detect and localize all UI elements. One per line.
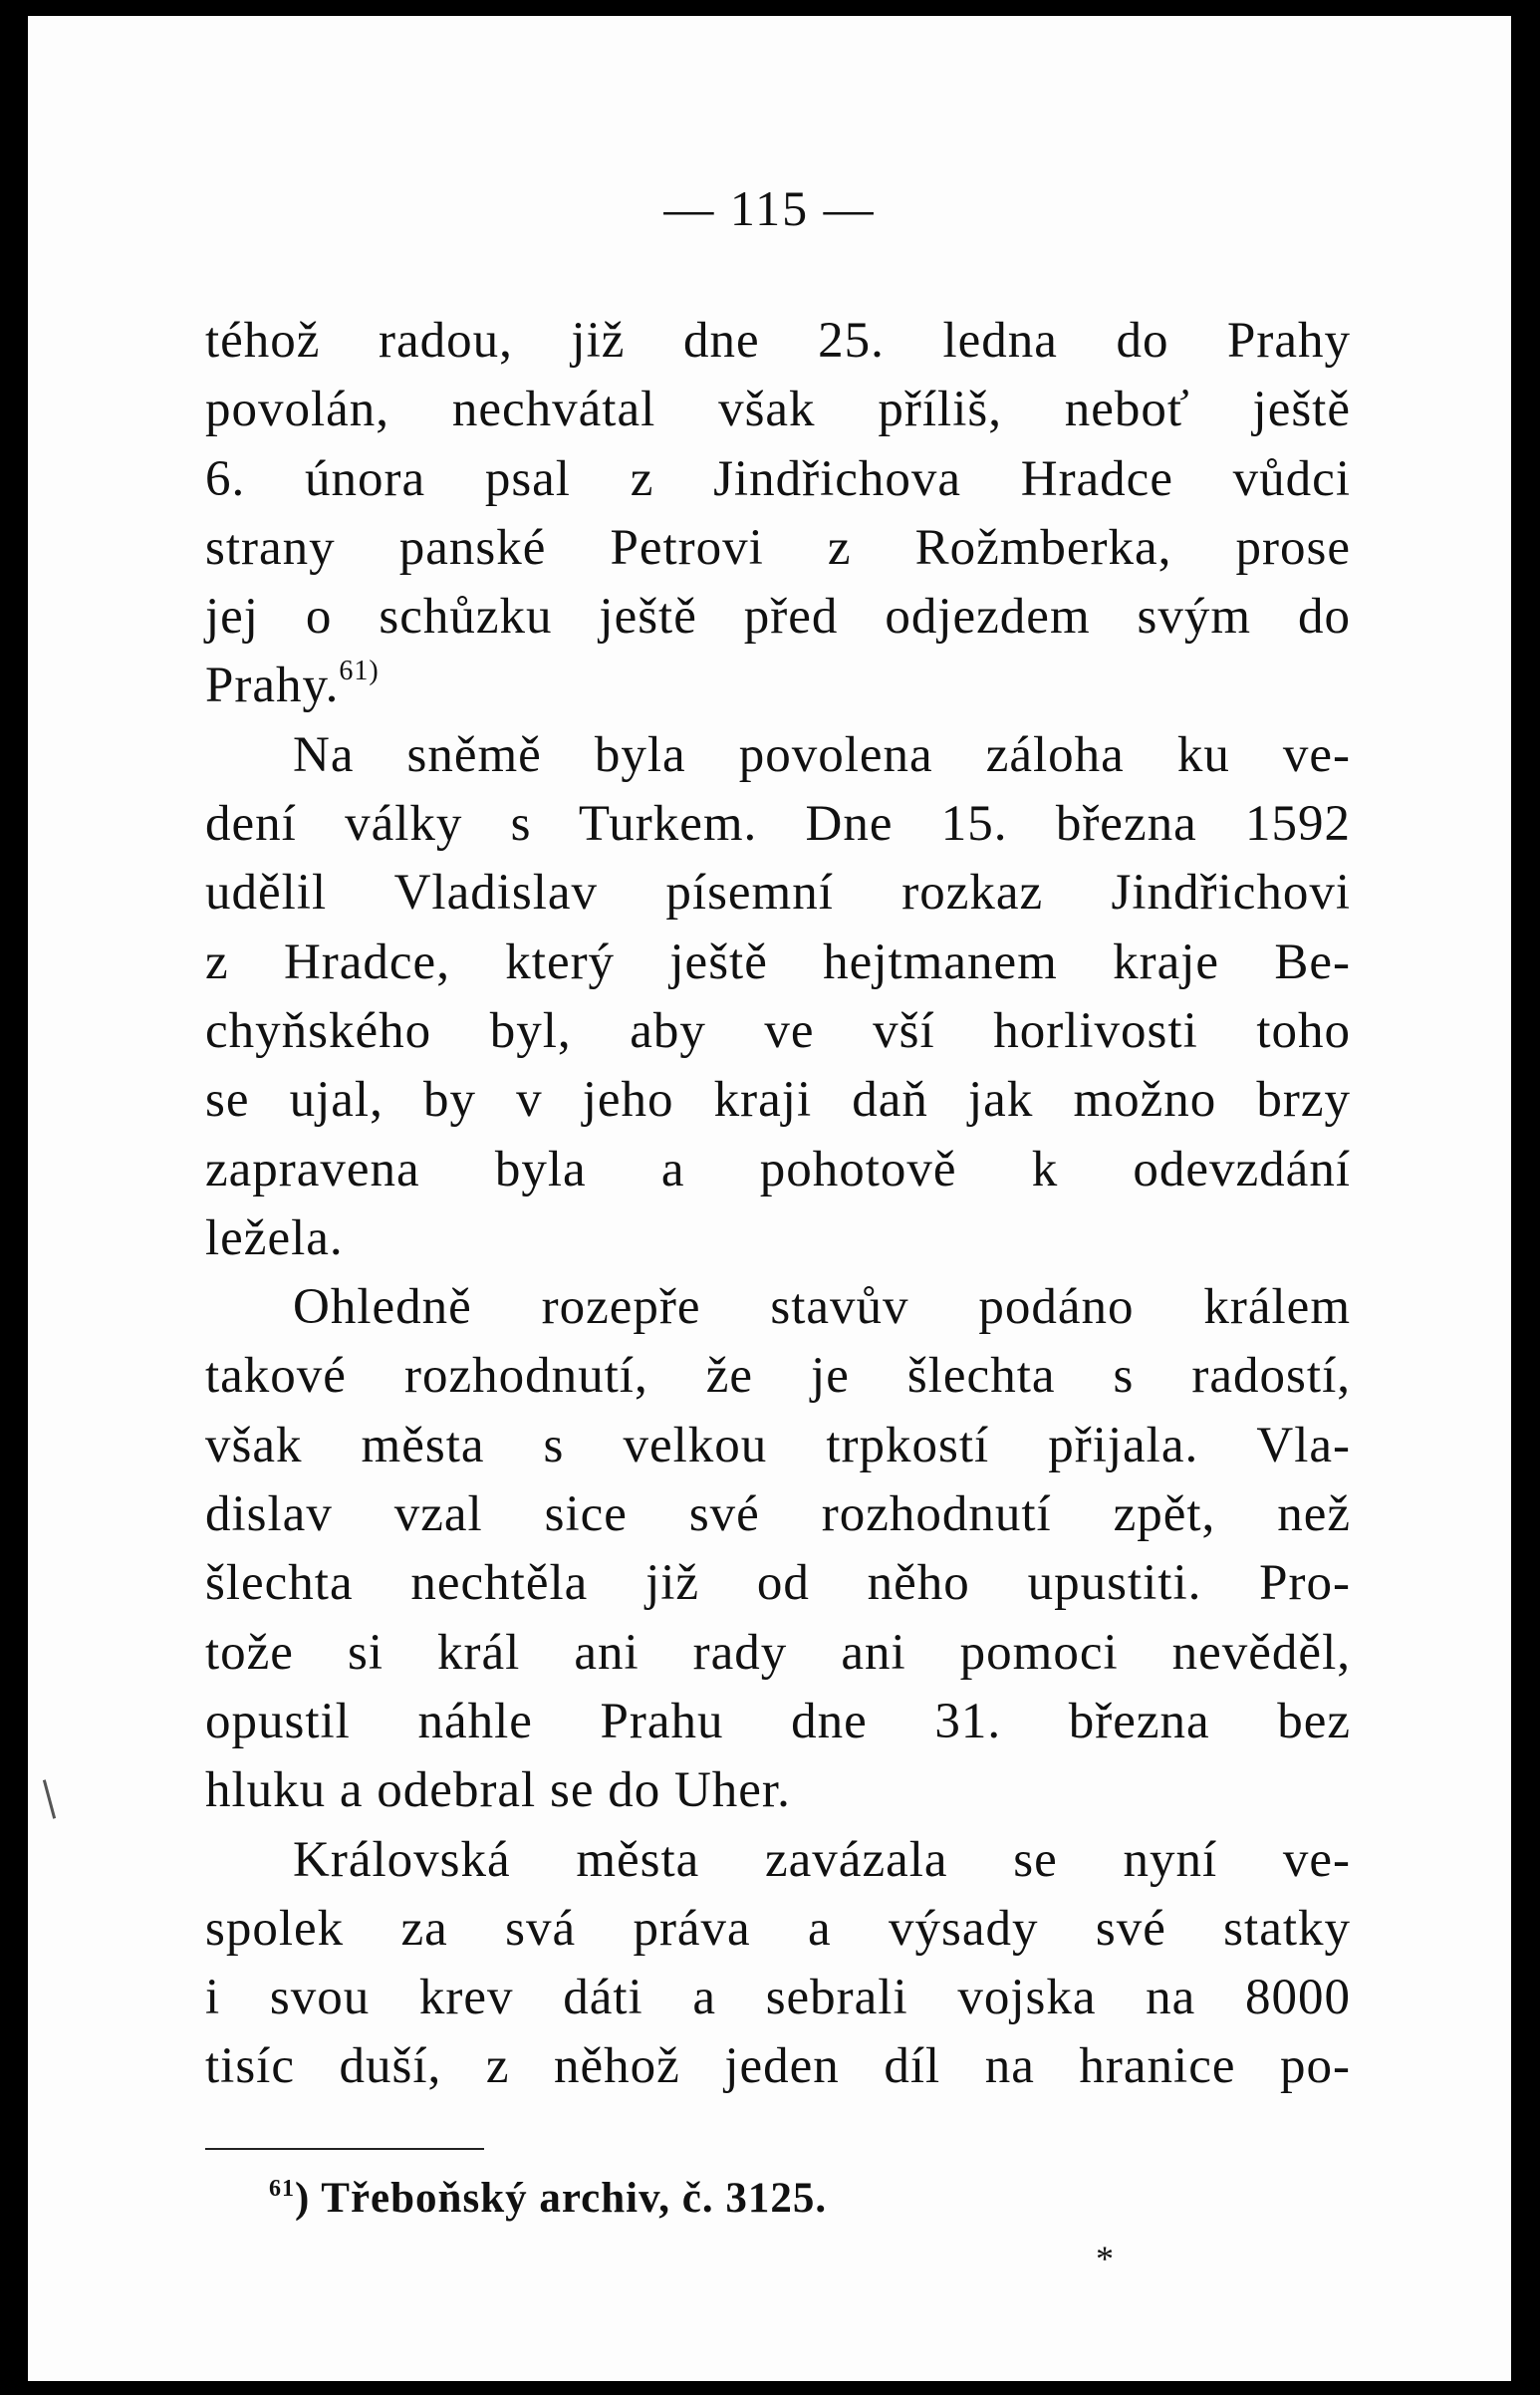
- text-line: z Hradce, který ještě hejtmanem kraje Be-: [205, 933, 1351, 990]
- text-line: opustil náhle Prahu dne 31. března bez: [205, 1693, 1351, 1749]
- text-line: však města s velkou trpkostí přijala. Vla-: [205, 1417, 1351, 1473]
- text-line: tože si král ani rady ani pomoci nevěděl,: [205, 1624, 1351, 1681]
- text-line: Ohledně rozepře stavův podáno králem: [293, 1279, 1351, 1336]
- text-line: ležela.: [205, 1209, 344, 1266]
- text-line: jej o schůzku ještě před odjezdem svým do: [205, 589, 1351, 646]
- book-page: [28, 16, 1525, 2381]
- text-line-with-footnote: [205, 652, 1351, 720]
- footnote-text: ) Třeboňský archiv, č. 3125.: [295, 2175, 828, 2222]
- footnote-reference: 61): [339, 656, 380, 687]
- text-line: i svou krev dáti a sebrali vojska na 8000: [205, 1970, 1351, 2026]
- text-line: spolek za svá práva a výsady své statky: [205, 1900, 1351, 1957]
- text-line: povolán, nechvátal však příliš, neboť ještě: [205, 382, 1351, 438]
- text-line: téhož radou, již dne 25. ledna do Prahy: [205, 313, 1351, 369]
- text-line: dení války s Turkem. Dne 15. března 1592: [205, 796, 1351, 853]
- text-line: hluku a odebral se do Uher.: [205, 1762, 791, 1819]
- end-mark: *: [1096, 2239, 1114, 2278]
- text-line: Na sněmě byla povolena záloha ku ve-: [293, 726, 1351, 783]
- text-line: chyňského byl, aby ve vší horlivosti toho: [205, 1002, 1351, 1059]
- page-number: — 115 —: [663, 180, 876, 236]
- text-line: se ujal, by v jeho kraji daň jak možno brzy: [205, 1072, 1351, 1129]
- text-line: zapravena byla a pohotově k odevzdání: [205, 1141, 1351, 1198]
- text-line: takové rozhodnutí, že je šlechta s radostí,: [205, 1348, 1351, 1405]
- text-line: šlechta nechtěla již od něho upustiti. Pro-: [205, 1555, 1351, 1612]
- scan-speck: [43, 1779, 56, 1818]
- text-line: Královská města zavázala se nyní ve-: [293, 1831, 1351, 1888]
- footnote: [269, 2174, 827, 2223]
- text-line: udělil Vladislav písemní rozkaz Jindřichovi: [205, 865, 1351, 922]
- text-line: Prahy.: [205, 658, 340, 714]
- text-line: strany panské Petrovi z Rožmberka, prose: [205, 519, 1351, 576]
- text-line: tisíc duší, z něhož jeden díl na hranice po-: [205, 2038, 1351, 2095]
- footnote-divider: [205, 2148, 484, 2150]
- text-line: dislav vzal sice své rozhodnutí zpět, než: [205, 1486, 1351, 1543]
- text-line: 6. února psal z Jindřichova Hradce vůdci: [205, 450, 1351, 507]
- body-text: [205, 307, 1351, 2102]
- footnote-number: 61: [269, 2176, 295, 2202]
